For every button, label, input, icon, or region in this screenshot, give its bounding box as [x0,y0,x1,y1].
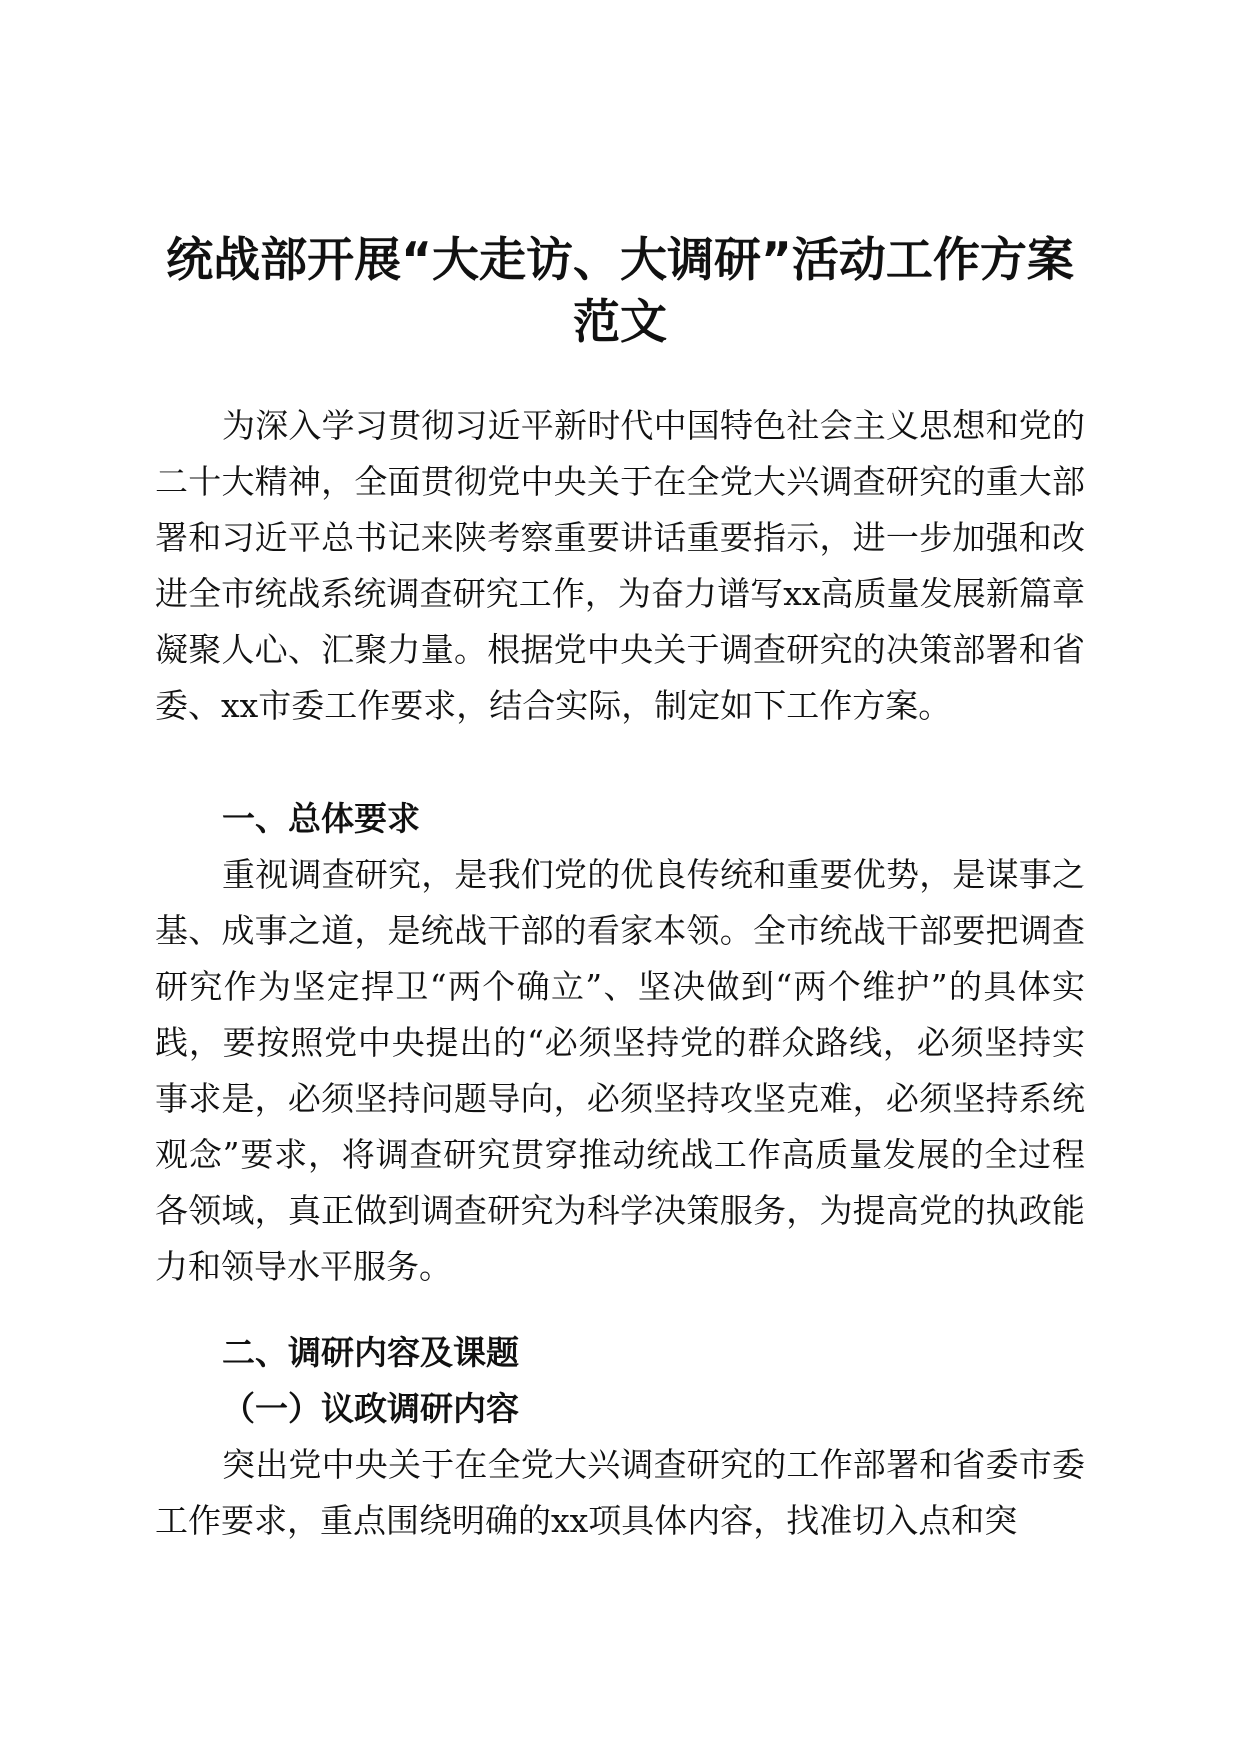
subsection-1-heading: （一）议政调研内容 [222,1389,519,1428]
subsection-1-paragraph: 突出党中央关于在全党大兴调查研究的工作部署和省委市委工作要求，重点围绕明确的xx项具体内容，找准切入点和突 [155,1445,1085,1540]
section-2-heading: 二、调研内容及课题 [222,1333,519,1372]
section-1-paragraph: 重视调查研究，是我们党的优良传统和重要优势，是谋事之基、成事之道，是统战干部的看家本领。全市统战干部要把调查研究作为坚定捍卫“两个确立”、坚决做到“两个维护”的具体实践，要按照党中央提出的“必须坚持党的群众路线，必须坚持实事求是，必须坚持问题导向，必须坚持攻坚克难，必须坚持系统观念”要求，将调查研究贯穿推动统战工作高质量发展的全过程各领域，真正做到调查研究为科学决策服务，为提高党的执政能力和领导水平服务。 [155,855,1085,1286]
section-1-heading: 一、总体要求 [222,799,420,838]
document-title-line-1: 统战部开展“大走访、大调研”活动工作方案 [166,233,1074,288]
document-title-line-2: 范文 [573,295,667,350]
intro-paragraph: 为深入学习贯彻习近平新时代中国特色社会主义思想和党的二十大精神，全面贯彻党中央关于在全党大兴调查研究的重大部署和习近平总书记来陕考察重要讲话重要指示，进一步加强和改进全市统战系统调查研究工作，为奋力谱写xx高质量发展新篇章凝聚人心、汇聚力量。根据党中央关于调查研究的决策部署和省委、xx市委工作要求，结合实际，制定如下工作方案。 [155,406,1085,725]
